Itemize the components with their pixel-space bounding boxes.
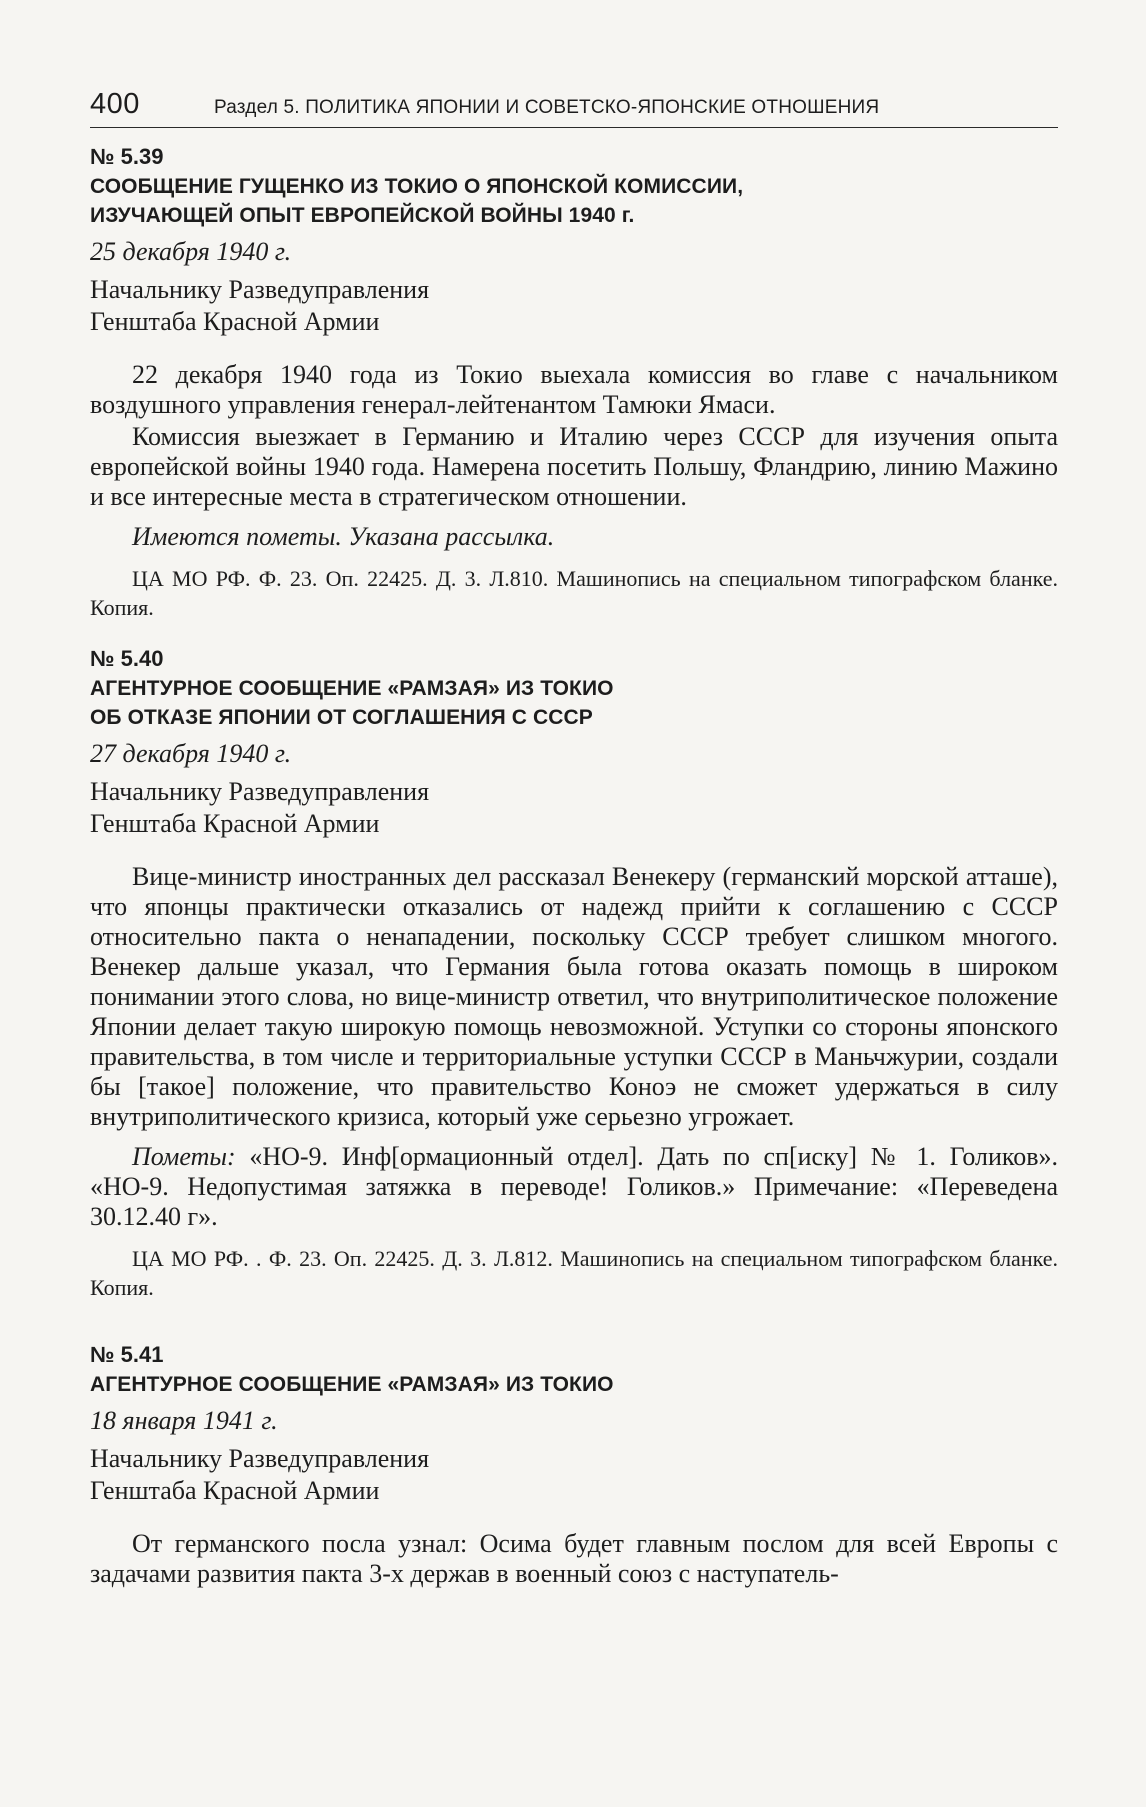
addressee: [90, 274, 1058, 338]
marks-note: [90, 1142, 1058, 1232]
document-5-39: [90, 142, 1058, 622]
document-date: 25 декабря 1940 г.: [90, 237, 292, 266]
document-5-41: [90, 1340, 1058, 1589]
marks-note-text: Имеются пометы. Указана рассылка.: [132, 522, 555, 551]
document-date: 18 января 1941 г.: [90, 1406, 278, 1435]
archive-source: ЦА МО РФ. . Ф. 23. Оп. 22425. Д. 3. Л.812. Машинопись на специальном типографском бланке. Копия.: [90, 1246, 1058, 1300]
running-header: [90, 88, 1058, 128]
document-number: № 5.41: [90, 1342, 164, 1367]
document-title-line: АГЕНТУРНОЕ СООБЩЕНИЕ «РАМЗАЯ» ИЗ ТОКИО: [90, 677, 614, 700]
document-title-line: ОБ ОТКАЗЕ ЯПОНИИ ОТ СОГЛАШЕНИЯ С СССР: [90, 706, 593, 729]
document-date: 27 декабря 1940 г.: [90, 739, 292, 768]
body-paragraph: 22 декабря 1940 года из Токио выехала комиссия во главе с начальником воздушного управления генерал-лейтенантом Тамюки Ямаси.: [90, 360, 1058, 419]
addressee-line: Генштаба Красной Армии: [90, 1476, 380, 1505]
addressee: [90, 1443, 1058, 1507]
marks-note: [90, 522, 1058, 552]
body-paragraph: От германского посла узнал: Осима будет главным послом для всей Европы с задачами развития пакта 3-х держав в военный союз с наступатель-: [90, 1529, 1058, 1588]
archive-source: ЦА МО РФ. Ф. 23. Оп. 22425. Д. 3. Л.810. Машинопись на специальном типографском бланке. Копия.: [90, 566, 1058, 620]
addressee-line: Генштаба Красной Армии: [90, 809, 380, 838]
addressee: [90, 776, 1058, 840]
addressee-line: Начальнику Разведуправления: [90, 1444, 430, 1473]
spacer: [90, 1302, 1058, 1340]
addressee-line: Начальнику Разведуправления: [90, 275, 430, 304]
document-title-line: ИЗУЧАЮЩЕЙ ОПЫТ ЕВРОПЕЙСКОЙ ВОЙНЫ 1940 г.: [90, 204, 635, 227]
document-title-line: СООБЩЕНИЕ ГУЩЕНКО ИЗ ТОКИО О ЯПОНСКОЙ КОМИССИИ,: [90, 175, 744, 198]
addressee-line: Генштаба Красной Армии: [90, 307, 380, 336]
spacer: [90, 622, 1058, 644]
section-title: Раздел 5. ПОЛИТИКА ЯПОНИИ И СОВЕТСКО-ЯПОНСКИЕ ОТНОШЕНИЯ: [214, 97, 880, 118]
document-number: № 5.39: [90, 144, 164, 169]
document-title-line: АГЕНТУРНОЕ СООБЩЕНИЕ «РАМЗАЯ» ИЗ ТОКИО: [90, 1373, 614, 1396]
marks-text: «НО-9. Инф[ормационный отдел]. Дать по сп[иску] № 1. Голиков». «НО-9. Недопустимая затяжка в переводе! Голиков.» Примечание: «Переведена 30.12.40 г».: [90, 1142, 1058, 1231]
body-paragraph: Комиссия выезжает в Германию и Италию через СССР для изучения опыта европейской войны 1940 года. Намерена посетить Польшу, Фландрию, линию Мажино и все интересные места в стратегическом отношении.: [90, 422, 1058, 511]
document-5-40: [90, 644, 1058, 1302]
document-number: № 5.40: [90, 646, 164, 671]
marks-label: Пометы:: [132, 1142, 236, 1171]
addressee-line: Начальнику Разведуправления: [90, 777, 430, 806]
body-paragraph: Вице-министр иностранных дел рассказал Венекеру (германский морской атташе), что японцы практически отказались от надежд прийти к соглашению с СССР относительно пакта о ненападении, поскольку СССР требует слишком многого. Венекер дальше указал, что Германия была готова оказать помощь в широком понимании этого слова, но вице-министр ответил, что внутриполитическое положение Японии делает такую широкую помощь невозможной. Уступки со стороны японского правительства, в том числе и территориальные уступки СССР в Маньчжурии, создали бы [такое] положение, что правительство Коноэ не сможет удержаться в силу внутриполитического кризиса, который уже серьезно угрожает.: [90, 862, 1058, 1131]
page-number: 400: [90, 88, 140, 120]
